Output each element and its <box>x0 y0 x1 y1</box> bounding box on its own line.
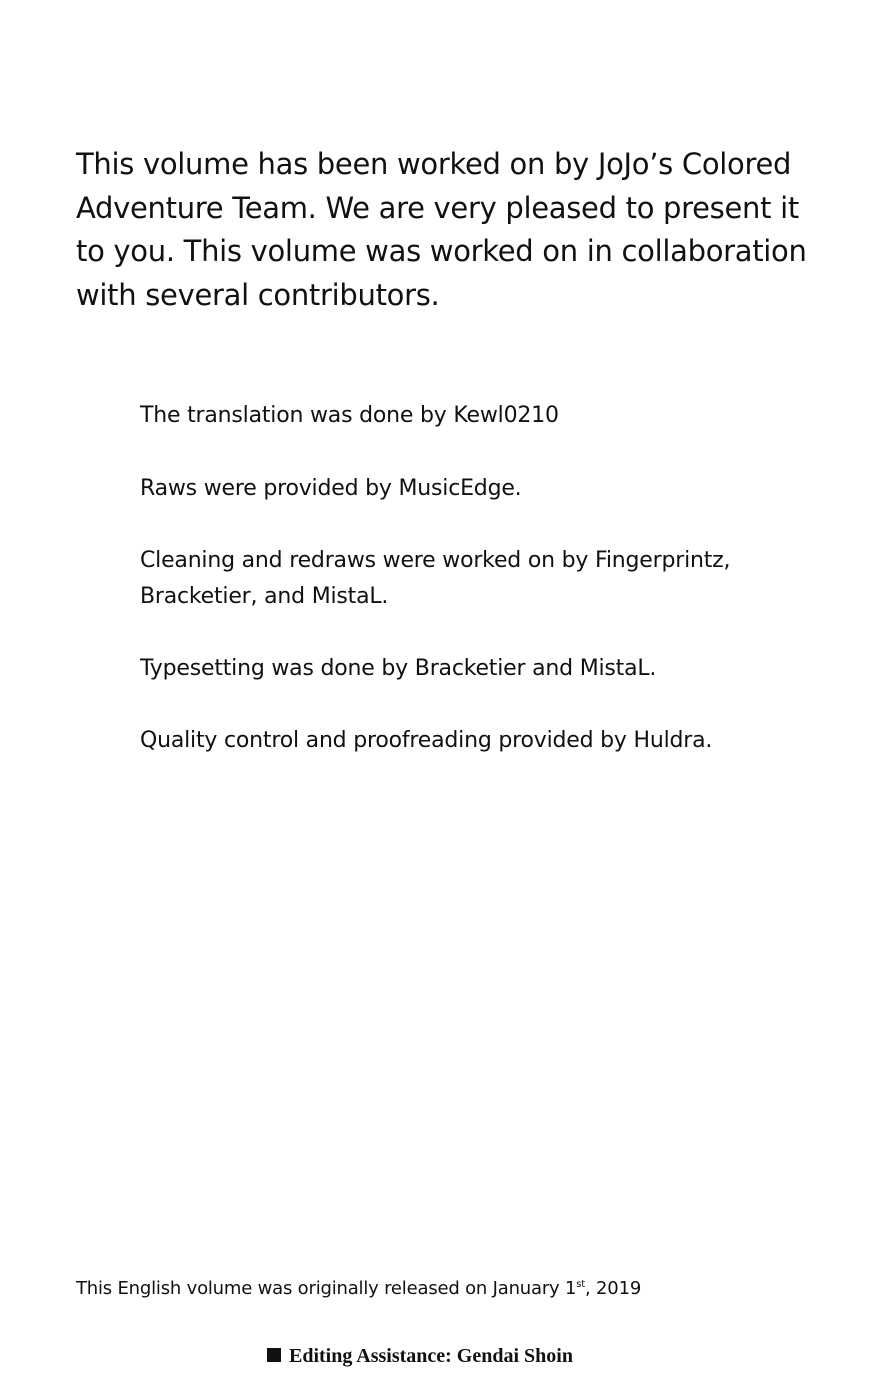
intro-paragraph: This volume has been worked on by JoJo’s Colored Adventure Team. We are very pleased to present it to you. This volume was worked on in collaboration with several contributors. <box>76 147 807 312</box>
release-note <box>76 1275 641 1303</box>
credit-cleaning: Cleaning and redraws were worked on by Fingerprintz, Bracketier, and MistaL. <box>140 548 731 609</box>
credit-raws: Raws were provided by MusicEdge. <box>140 476 522 501</box>
credit-quality-control: Quality control and proofreading provided by Huldra. <box>140 728 713 753</box>
credit-translation: The translation was done by Kewl0210 <box>140 403 559 428</box>
credit-typesetting: Typesetting was done by Bracketier and MistaL. <box>140 656 657 681</box>
release-note-suffix: , 2019 <box>585 1278 642 1299</box>
black-square-icon <box>267 1348 281 1362</box>
release-note-ordinal: st <box>576 1279 586 1290</box>
editing-assistance-text: Editing Assistance: Gendai Shoin <box>289 1345 573 1367</box>
editing-assistance <box>267 1341 573 1371</box>
release-note-prefix: This English volume was originally released on January 1 <box>76 1278 577 1299</box>
